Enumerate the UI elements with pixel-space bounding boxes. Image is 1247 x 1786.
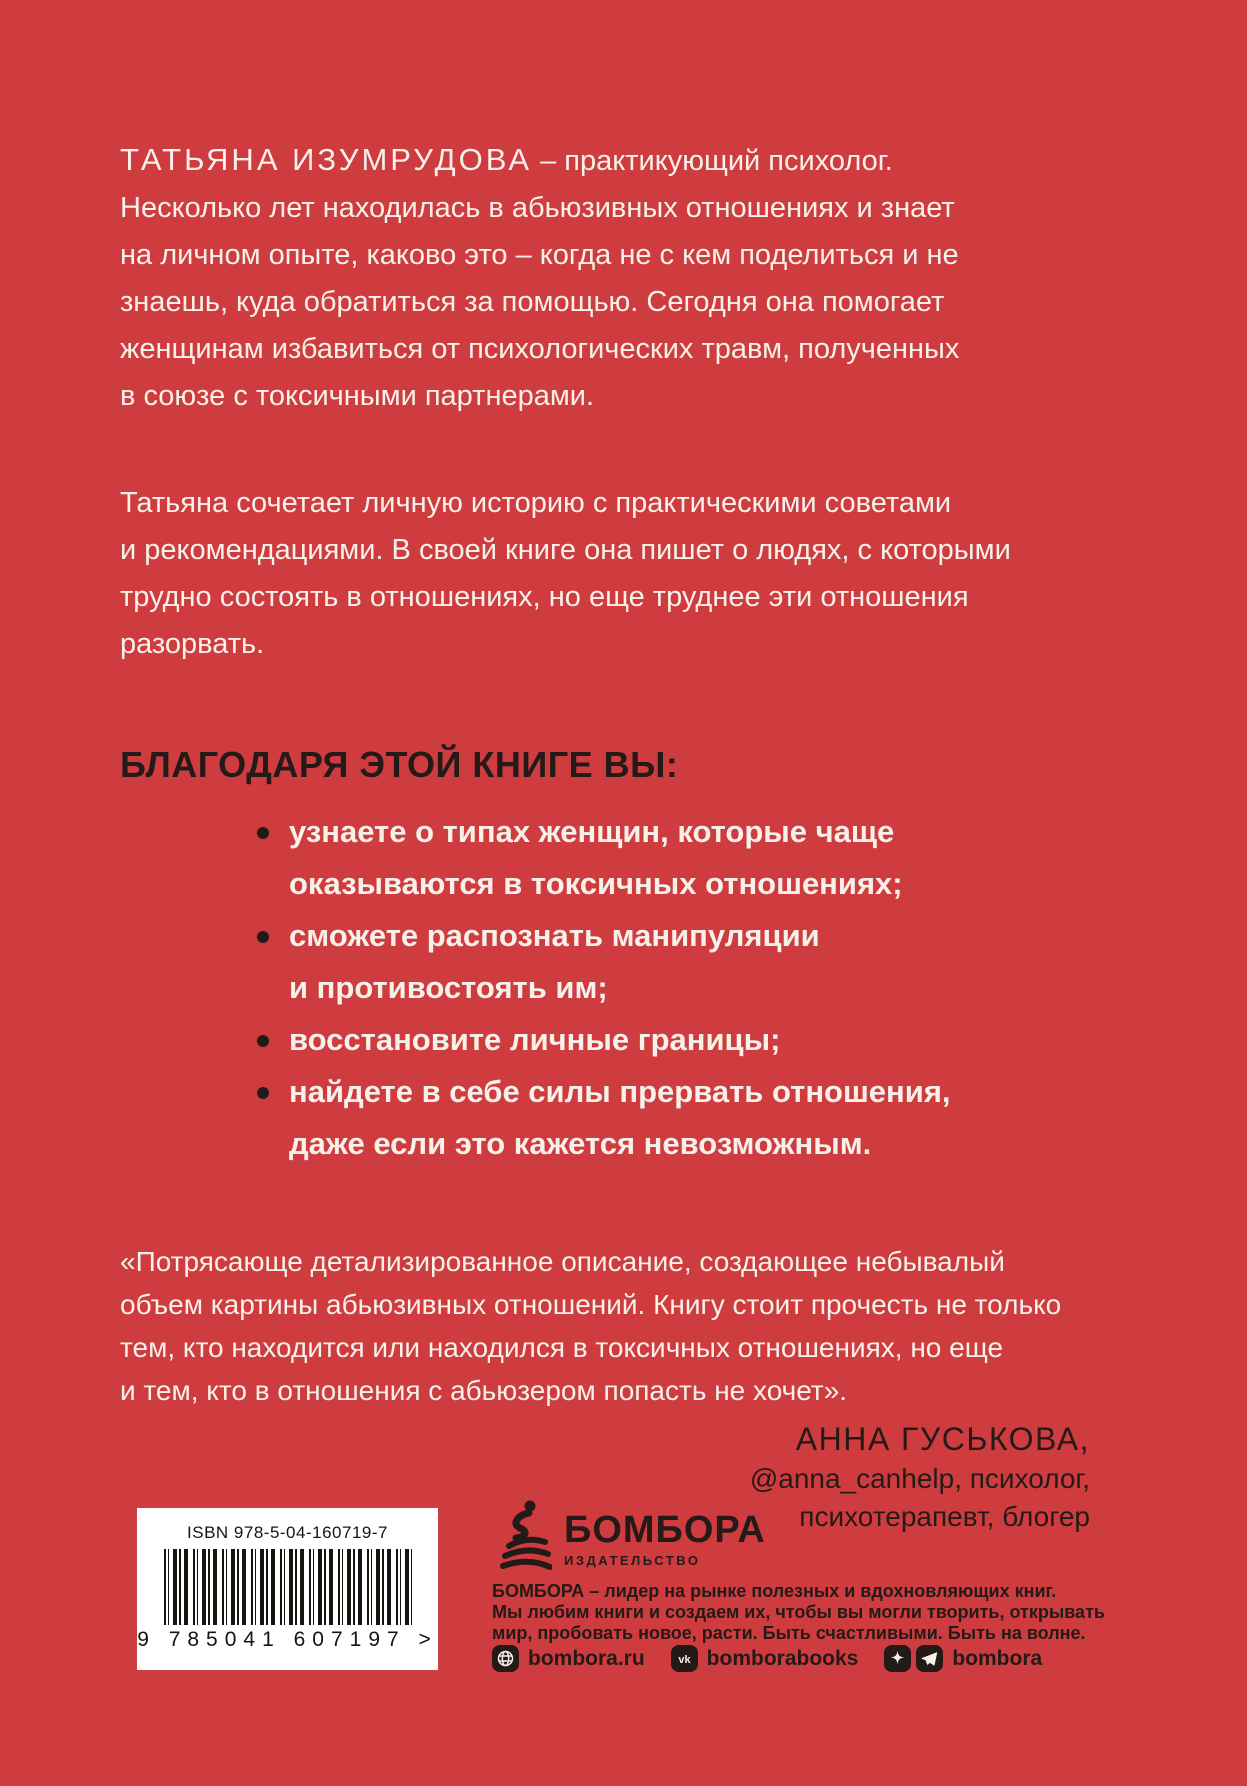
- author-bio-text: – практикующий психолог. Несколько лет находилась в абьюзивных отношениях и знает на личном опыте, каково это – когда не с кем поделиться и не знаешь, куда обратиться за помощью. Сегодня она помогает женщинам избавиться от психологических травм, полученных в союзе с токсичными партнерами.: [120, 145, 960, 412]
- website-label: bombora.ru: [528, 1646, 645, 1670]
- benefit-text: восстановите личные границы;: [289, 1022, 781, 1057]
- link-social: [884, 1645, 1042, 1672]
- benefit-text: сможете распознать манипуляции и противостоять им;: [289, 918, 820, 1005]
- telegram-icon: [916, 1645, 943, 1672]
- social-label: bombora: [952, 1646, 1043, 1670]
- bullet-icon: [257, 1035, 269, 1047]
- barcode-digits: 9 785041 607197 >: [137, 1628, 438, 1651]
- isbn-barcode-block: [137, 1508, 438, 1670]
- publisher-description: БОМБОРА – лидер на рынке полезных и вдохновляющих книг. Мы любим книги и создаем их, чтобы вы могли творить, открывать мир, пробовать новое, расти. Быть счастливыми. Быть на волне.: [492, 1581, 1105, 1643]
- reviewer-details: @anna_canhelp, психолог, психотерапевт, блогер: [749, 1463, 1090, 1532]
- vk-label: bomborabooks: [706, 1646, 859, 1670]
- publisher-name: БОМБОРА: [564, 1509, 766, 1551]
- reviewer-attribution: [750, 1418, 1090, 1536]
- benefits-list: [257, 806, 951, 1170]
- publisher-logo: [496, 1497, 766, 1573]
- link-vk: [671, 1645, 859, 1672]
- svg-text:vk: vk: [678, 1654, 691, 1666]
- publisher-subtitle: ИЗДАТЕЛЬСТВО: [564, 1553, 701, 1568]
- benefit-text: узнаете о типах женщин, которые чаще оказываются в токсичных отношениях;: [289, 814, 903, 901]
- zen-icon: [884, 1645, 911, 1672]
- book-summary-paragraph: Татьяна сочетает личную историю с практическими советами и рекомендациями. В своей книге она пишет о людях, с которыми трудно состоять в отношениях, но еще труднее эти отношения разорвать.: [120, 487, 1011, 660]
- review-quote: «Потрясающе детализированное описание, создающее небывалый объем картины абьюзивных отношений. Книгу стоит прочесть не только тем, кто находится или находился в токсичных отношениях, но еще и тем, кто в отношения с абьюзером попасть не хочет».: [120, 1246, 1062, 1406]
- link-website: [492, 1645, 645, 1672]
- bullet-icon: [257, 1087, 269, 1099]
- barcode: [164, 1549, 412, 1625]
- vk-icon: [671, 1645, 698, 1672]
- globe-icon: [492, 1645, 519, 1672]
- list-item: [257, 1066, 951, 1170]
- benefit-text: найдете в себе силы прервать отношения, даже если это кажется невозможным.: [289, 1074, 951, 1161]
- author-name: ТАТЬЯНА ИЗУМРУДОВА: [120, 142, 533, 177]
- benefits-heading: БЛАГОДАРЯ ЭТОЙ КНИГЕ ВЫ:: [120, 744, 679, 785]
- publisher-links-row: [492, 1645, 1042, 1672]
- social-icon-pair: [884, 1645, 943, 1672]
- list-item: [257, 910, 951, 1014]
- bombora-surfer-icon: [496, 1497, 552, 1573]
- reviewer-name: АННА ГУСЬКОВА,: [795, 1421, 1090, 1457]
- publisher-logo-text: [564, 1497, 766, 1568]
- isbn-label: ISBN 978-5-04-160719-7: [187, 1523, 388, 1542]
- list-item: [257, 806, 951, 910]
- list-item: [257, 1014, 951, 1066]
- bullet-icon: [257, 931, 269, 943]
- author-bio-paragraph: [120, 136, 959, 420]
- bullet-icon: [257, 827, 269, 839]
